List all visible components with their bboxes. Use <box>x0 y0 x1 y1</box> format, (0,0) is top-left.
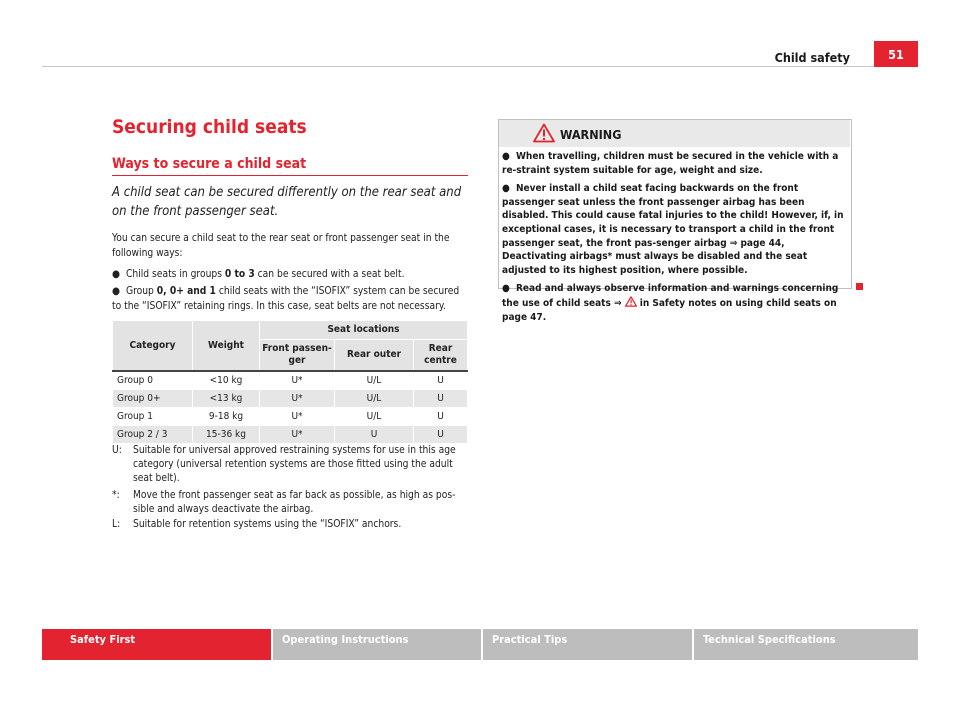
header-section-title: Child safety <box>774 50 850 65</box>
footer-tab-safety-first[interactable]: Safety First <box>42 629 271 660</box>
legend-text: Suitable for universal approved restraining systems for use in this age category (universal retention systems are those fitted using the adult seat belt). <box>133 445 456 484</box>
bullet-item-seat-belt: ● Child seats in groups 0 to 3 can be secured with a seat belt. <box>112 268 468 283</box>
col-header-front-passenger: Front passen-ger <box>260 340 335 372</box>
body-paragraph: You can secure a child seat to the rear seat or front passenger seat in the following ways: <box>112 233 450 259</box>
header-rule <box>42 66 918 67</box>
inline-warning-icon <box>625 298 637 309</box>
table-row: Group 2 / 3 15-36 kg U* U U <box>113 426 468 444</box>
footer-tab-practical-tips[interactable]: Practical Tips <box>483 629 692 660</box>
intro-text: A child seat can be secured differently on the rear seat and on the front passenger seat. <box>112 185 462 219</box>
legend-text: Suitable for retention systems using the “ISOFIX” anchors. <box>133 519 402 530</box>
legend-item-l <box>112 518 468 532</box>
col-header-weight: Weight <box>193 321 260 372</box>
subtitle-rule <box>112 175 468 176</box>
footer-tab-operating-instructions[interactable]: Operating Instructions <box>273 629 481 660</box>
warning-triangle-icon <box>533 123 555 147</box>
legend-text: Move the front passenger seat as far back as possible, as high as pos-sible and always deactivate the airbag. <box>133 490 456 515</box>
table-row: Group 0+ <13 kg U* U/L U <box>113 390 468 408</box>
seat-locations-table <box>112 320 468 444</box>
footer-nav <box>42 629 918 660</box>
col-header-rear-outer: Rear outer <box>335 340 414 372</box>
legend-key: U: <box>112 445 122 456</box>
bullet-dot: ● <box>112 286 120 297</box>
legend-key: L: <box>112 519 121 530</box>
col-header-seat-locations: Seat locations <box>260 321 468 340</box>
page-number: 51 <box>874 41 918 67</box>
legend-item-star <box>112 489 468 517</box>
legend-item-u <box>112 444 468 486</box>
page-title: Securing child seats <box>112 116 307 138</box>
warning-body <box>502 150 848 329</box>
bullet-item-isofix: ● Group 0, 0+ and 1 child seats with the “ISOFIX” system can be secured to the “ISOFIX” retaining rings. In this case, seat belts are not necessary. <box>112 286 460 312</box>
col-header-rear-centre: Rear centre <box>414 340 468 372</box>
table-row: Group 0 <10 kg U* U/L U <box>113 371 468 390</box>
section-end-marker <box>856 283 863 290</box>
warning-bullet: ● Read and always observe information and warnings concerning the use of child seats ⇒ in Safety notes on using child seats on page 47. <box>502 283 839 323</box>
table-row: Group 1 9-18 kg U* U/L U <box>113 408 468 426</box>
section-subtitle: Ways to secure a child seat <box>112 156 307 172</box>
bullet-dot: ● <box>112 269 120 280</box>
warning-bullet: ● Never install a child seat facing backwards on the front passenger seat unless the front passenger airbag has been disabled. This could cause fatal injuries to the child! However, if, in exceptional cases, it is necessary to transport a child in the front passenger seat, the front pas-senger airbag ⇒ page 44, Deactivating airbags* must always be disabled and the seat adjusted to its highest position, where possible. <box>502 183 844 276</box>
legend-key: *: <box>112 490 120 501</box>
col-header-category: Category <box>113 321 193 372</box>
warning-bullet: ● When travelling, children must be secured in the vehicle with a re-straint system suitable for age, weight and size. <box>502 151 839 176</box>
footer-tab-technical-specifications[interactable]: Technical Specifications <box>694 629 918 660</box>
warning-title: WARNING <box>560 127 622 142</box>
